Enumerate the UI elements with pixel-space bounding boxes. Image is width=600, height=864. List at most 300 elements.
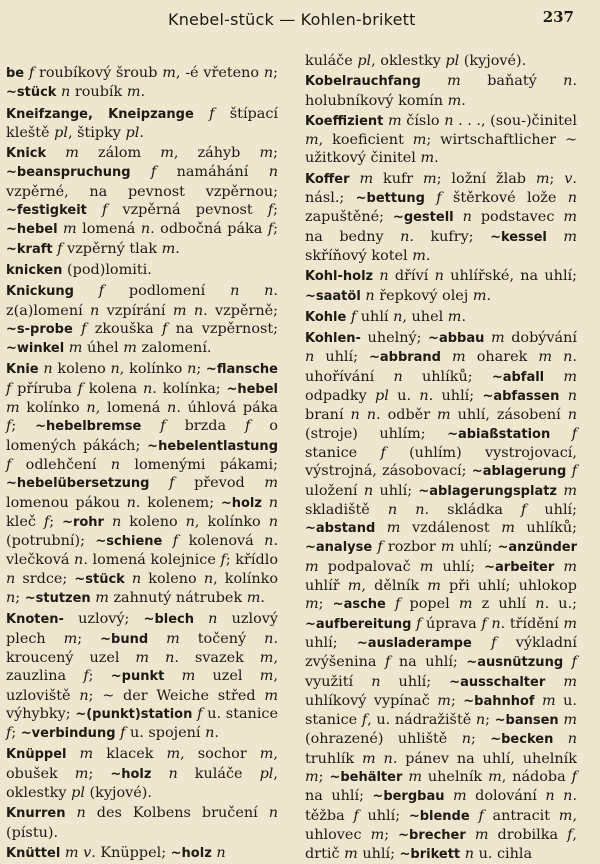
entry-text: , u. nádražiště [367,712,476,729]
grammar-label: n [142,380,153,397]
headword: ~ablagerungsplatz [418,483,557,499]
entry-text: (potrubní); [6,533,96,550]
entry-text [104,514,112,530]
grammar-label: f [571,654,577,671]
entry-text: koleno [141,570,204,587]
entry-text [552,349,563,365]
entry-text: . . ., (sou-)činitel [453,112,577,129]
entry-text: kolínko [19,400,87,417]
grammar-label: n [264,630,274,647]
grammar-label: m [347,578,362,595]
grammar-label: f [197,705,203,722]
grammar-label: f [83,668,89,685]
headword: ~brecher [398,827,466,843]
entry-text: ; [450,692,464,709]
entry-text: , -é vřeteno [175,65,264,81]
grammar-label: m [359,170,374,187]
grammar-label: f [491,634,497,651]
entry-text [74,283,99,299]
entry-text: uhelný; [360,330,429,347]
entry-text [550,426,571,442]
grammar-label: m [344,846,358,863]
entry-text [194,611,208,627]
headword: ~brikett [399,847,461,863]
headword: ~asche [332,597,386,613]
entry-text [421,73,447,89]
entry-text: roubík [70,84,127,101]
entry-text: , uzloviště [6,668,278,704]
headword: Knie [6,362,39,378]
grammar-label: m [74,765,89,782]
entry-text: . kroucený uzel [6,630,279,666]
entry-text: popel [400,596,459,613]
entry-text: ; wirtschaftlicher ~ užitkový činitel [305,132,578,167]
headword: ~abbau [428,331,485,347]
headword: ~hebelbremse [35,419,142,435]
entry-text [375,520,387,536]
grammar-label: m [305,768,319,785]
entry-text: převod [174,475,265,492]
entry-text [425,190,436,206]
entry-text [559,388,567,404]
entry-text: lomenými pákami; [120,456,278,473]
entry-text: , zauzlina [6,649,279,685]
entry-text: . kufry; [409,228,491,245]
grammar-label: m [558,807,573,824]
grammar-label: m [474,826,489,843]
entry-text [535,693,542,709]
entry-text: uhlí; [305,634,357,651]
grammar-label: m [135,649,150,666]
grammar-label: m [166,630,180,647]
entry-text [454,209,463,225]
entry-text: ; [88,668,111,685]
grammar-label: m [166,746,181,763]
entry-text: . [461,308,467,325]
headword: ~verbindung [20,726,116,742]
dictionary-entry [6,745,278,802]
entry-text: . vzpěrně; [203,302,278,319]
entry-text: ; [470,731,491,748]
grammar-label: m [63,221,77,238]
headword: ~stück [74,571,125,587]
entry-text: ; [318,768,330,785]
entry-text: uhlí; [526,501,577,518]
grammar-label: n [165,649,175,666]
grammar-label: v [564,170,573,187]
entry-text: . [486,287,492,304]
entry-text: zapuštěné; [305,209,393,226]
entry-text: koleno [52,361,111,378]
entry-text: kolena [82,380,143,397]
headword: Kneifzange, Kneipzange [6,106,194,122]
entry-text: skříňový kotel [305,247,413,264]
entry-text: , koeficient [318,132,413,149]
page-header [0,6,600,32]
entry-text: . holubníkový komín [305,73,578,109]
headword: ~hebel [6,222,58,238]
entry-text: dolování [466,788,546,805]
grammar-label: m [161,240,176,257]
grammar-label: f [77,380,83,397]
entry-text: (kyjové). [459,53,527,69]
headword: Knüppel [6,747,67,763]
headword: Knoten- [6,612,64,628]
entry-text [376,751,384,767]
entry-text: u. spojení [125,725,206,742]
grammar-label: m [427,578,441,595]
grammar-label: m [305,596,319,613]
grammar-label: m [79,746,94,763]
entry-text: podpalovač [318,558,420,575]
entry-text: koleno [121,513,186,530]
entry-text: uhlí; [357,846,400,863]
entry-text: na uhlí; [305,788,373,805]
grammar-label: n [268,513,278,530]
grammar-label: n [230,283,240,300]
grammar-label: f [98,283,105,300]
headword: ~hebelübersetzung [6,476,150,492]
headword: ~abbrand [368,350,441,366]
grammar-label: f [571,768,577,785]
entry-text: u. stanice [305,692,578,729]
grammar-label: n [563,349,573,366]
grammar-label: n [393,368,403,385]
headword: ~bergbau [372,789,445,805]
grammar-label: f [481,615,487,632]
grammar-label: m [423,170,437,187]
entry-text [46,145,65,161]
headword: ~holz [110,766,152,782]
entry-text [445,788,454,804]
headword: ~rohr [62,514,104,530]
headword: Kobelrauchfang [305,74,421,90]
entry-text: výkladní zvýšenina [305,634,577,671]
entry-text: . třídění [500,615,564,632]
entry-text [484,330,491,346]
entry-text: (kyjové). [84,784,152,801]
headword: Knüttel [6,845,61,861]
grammar-label: n [305,349,315,366]
entry-text: . uhořívání [305,349,577,385]
entry-text: srdce; [15,570,75,587]
entry-text: ; [273,202,278,219]
headword: Koeffizient [305,113,384,129]
grammar-label: m [538,349,553,366]
entry-text: kuláče [177,765,260,782]
entry-text: (uhlím) vystrojovací, výstrojná, zásobovací; [305,444,577,480]
grammar-label: m [68,340,83,357]
dictionary-entry [305,308,577,327]
grammar-label: n [535,596,545,613]
entry-text: uzel [195,668,260,685]
grammar-label: n [208,611,218,628]
entry-text: u. cihla [474,846,533,863]
entry-text: , kolínko [119,361,188,378]
entry-text: dříví [388,268,435,285]
grammar-label: m [447,308,462,325]
headword: ~kraft [6,241,53,257]
headword: Kohl-holz [305,269,374,285]
entry-text: u. [388,388,420,405]
entry-text [397,502,415,518]
dictionary-entry [305,170,577,265]
grammar-label: n [131,570,142,587]
grammar-label: n [567,388,577,405]
grammar-label: n [6,570,16,587]
entry-text: . vlečková [6,533,279,569]
entry-text: skladiště [305,501,388,518]
entry-text: na bedny [305,228,401,245]
entry-text: des Kolbens bručení [85,805,269,822]
entry-text: , uhlovec [305,807,578,843]
entry-text [151,766,168,782]
headword: ~winkel [6,341,65,357]
entry-text: na uhlí; [390,654,467,671]
grammar-label: m [408,768,422,785]
entry-text: ; [11,418,36,435]
entry-text: antracit [483,807,559,824]
entry-text: . odbočná páka [150,221,268,238]
dictionary-entry [6,844,278,863]
dictionary-entry [305,112,577,168]
entry-text [162,533,172,549]
headword: ~schiene [95,534,163,550]
entry-text: . Knüppel; [91,844,171,861]
dictionary-entry [305,72,577,110]
headword: ~abiaßstation [447,426,551,442]
entry-text: , záhyb [173,145,260,162]
entry-text: . [260,590,265,607]
dictionary-entry [6,261,278,280]
grammar-label: f [385,654,391,671]
grammar-label: pl [445,53,460,69]
grammar-label: m [563,368,578,385]
grammar-label: pl [54,124,68,141]
grammar-label: n [167,400,177,417]
grammar-label: n [110,456,121,473]
grammar-label: m [305,132,319,149]
entry-text [131,164,151,180]
entry-text: . násl.; [305,170,577,207]
dictionary-entry [305,329,577,864]
grammar-label: n [90,302,100,319]
grammar-label: n [563,788,573,805]
headword: ~aufbereitung [305,616,412,632]
headword: ~ausladerampe [356,635,472,651]
grammar-label: n [393,308,403,325]
dictionary-entry [6,610,278,743]
grammar-label: m [447,92,462,109]
grammar-label: n [264,533,274,550]
grammar-label: n [371,673,381,690]
entry-text [472,635,491,651]
headword: ~ausschalter [449,674,546,690]
grammar-label: n [61,84,71,101]
entry-text: drobilka [488,826,568,843]
grammar-label: m [64,844,79,861]
grammar-label: f [81,320,87,337]
entry-text: ; [196,361,206,378]
entry-text: uhlíků; [402,368,492,385]
entry-text: ; [11,725,21,742]
grammar-label: f [416,615,422,632]
entry-text [441,349,452,365]
grammar-label: m [488,768,502,785]
grammar-label: m [181,668,196,685]
entry-text: ; [273,221,278,238]
grammar-label: f [571,463,578,480]
entry-text [73,321,81,337]
grammar-label: f [361,712,368,729]
grammar-label: f [436,190,442,207]
page-number: 237 [542,8,574,26]
entry-text: odlehčení [11,456,111,473]
grammar-label: f [377,539,383,556]
headword: ~blech [143,612,194,628]
entry-text: uhelník [421,768,489,785]
entry-text: rozbor [382,539,441,556]
entry-text: oharek [465,349,539,366]
grammar-label: n [475,712,486,729]
entry-text: kolenová [178,533,265,550]
entry-text: podlomení [104,283,231,300]
grammar-label: n [216,844,226,861]
dictionary-entry [305,267,577,306]
entry-text: , obušek [6,746,278,782]
grammar-label: m [65,145,79,162]
entry-text: . [214,725,219,742]
entry-text: . lomená kolejnice [83,552,221,569]
entry-text [187,303,194,319]
grammar-label: m [440,539,455,556]
entry-text [553,731,567,747]
entry-text: uhlí; [314,349,369,366]
entry-text: uhlí; [454,539,498,556]
grammar-label: m [386,520,401,537]
grammar-label: m [419,558,434,575]
headword: ~bettung [355,191,425,207]
entry-text: ; [273,145,278,162]
entry-text [262,495,269,511]
grammar-label: n [268,164,278,181]
grammar-label: m [412,132,427,149]
dictionary-entry [6,105,278,143]
entry-text: uzlový plech [6,611,279,647]
entry-text: ; [273,65,279,81]
headword: be [6,66,29,81]
grammar-label: pl [357,53,372,69]
entry-text: odpadky [305,388,376,405]
entry-text: ; [485,712,495,729]
entry-text [148,631,166,647]
entry-text: kleč [6,513,44,530]
right-column [305,52,577,864]
dictionary-entry [6,804,278,842]
entry-text: , oklestky [6,765,278,801]
grammar-label: n [400,228,410,245]
grammar-label: n [203,570,214,587]
grammar-label: f [160,418,166,435]
grammar-label: n [193,302,204,319]
left-column [6,64,278,863]
entry-text: brzda [165,418,246,435]
entry-text: . [175,240,180,257]
entry-text: uhlíř [305,578,348,595]
grammar-label: n [365,287,375,304]
entry-text: . pánev na uhlí, uhelník [392,750,577,767]
grammar-label: m [259,649,274,666]
entry-text [125,571,132,587]
grammar-label: n [140,221,151,238]
entry-text: zkouška [86,320,162,337]
entry-text: řepkový olej [374,287,473,304]
grammar-label: n [187,361,197,378]
grammar-label: m [259,746,274,763]
entry-text: uhlí, zásobení [450,407,568,424]
headword: ~festigkeit [6,203,87,219]
grammar-label: n [79,687,89,704]
headword: ~abstand [305,521,376,537]
grammar-label: n [464,846,474,863]
entry-text: uhlíkový vypínač [305,692,438,709]
dictionary-entry [6,282,278,358]
entry-text: . uhlí; [428,388,483,405]
grammar-label: f [209,105,215,122]
grammar-label: m [6,400,20,417]
entry-text [563,654,572,670]
entry-text: vzpírání [99,302,173,319]
entry-text: , kolínko [213,570,278,587]
grammar-label: m [542,692,556,709]
entry-text: uhlí; [433,558,485,575]
entry-text: číslo [401,112,445,129]
headword: Knick [6,146,47,162]
entry-text: uhlí; [373,482,419,499]
grammar-label: n [366,407,377,424]
entry-text: na vzpěrnost; [167,320,279,337]
grammar-label: f [43,513,50,530]
entry-text [239,283,264,299]
grammar-label: n [6,590,16,607]
entry-text [554,559,563,575]
headword: ~becken [490,732,554,748]
entry-text: , nádoba [501,768,572,785]
grammar-label: m [123,340,137,357]
entry-text: příruba [11,380,78,397]
grammar-label: m [535,170,550,187]
entry-text [141,418,160,434]
entry-text: výhybky; [6,705,76,722]
entry-text: uhlí; [358,807,409,824]
dictionary-entry [6,64,278,103]
grammar-label: m [172,302,187,319]
entry-text: , kolínko [194,513,269,530]
dictionary-entry [6,144,278,259]
entry-text: ; [318,596,333,613]
entry-text [547,229,563,245]
grammar-label: n [126,494,136,511]
entry-text: vzpěrné, na pevnost vzpěrnou; [6,183,278,200]
entry-text: uhlířské, na uhlí; [443,268,578,285]
entry-text: kufr [373,170,424,187]
grammar-label: f [6,380,12,397]
grammar-label: f [267,202,274,219]
grammar-label: pl [125,124,140,141]
grammar-label: f [395,596,401,613]
entry-text: kuláče [305,53,358,69]
headword: ~arbeiter [484,559,555,575]
